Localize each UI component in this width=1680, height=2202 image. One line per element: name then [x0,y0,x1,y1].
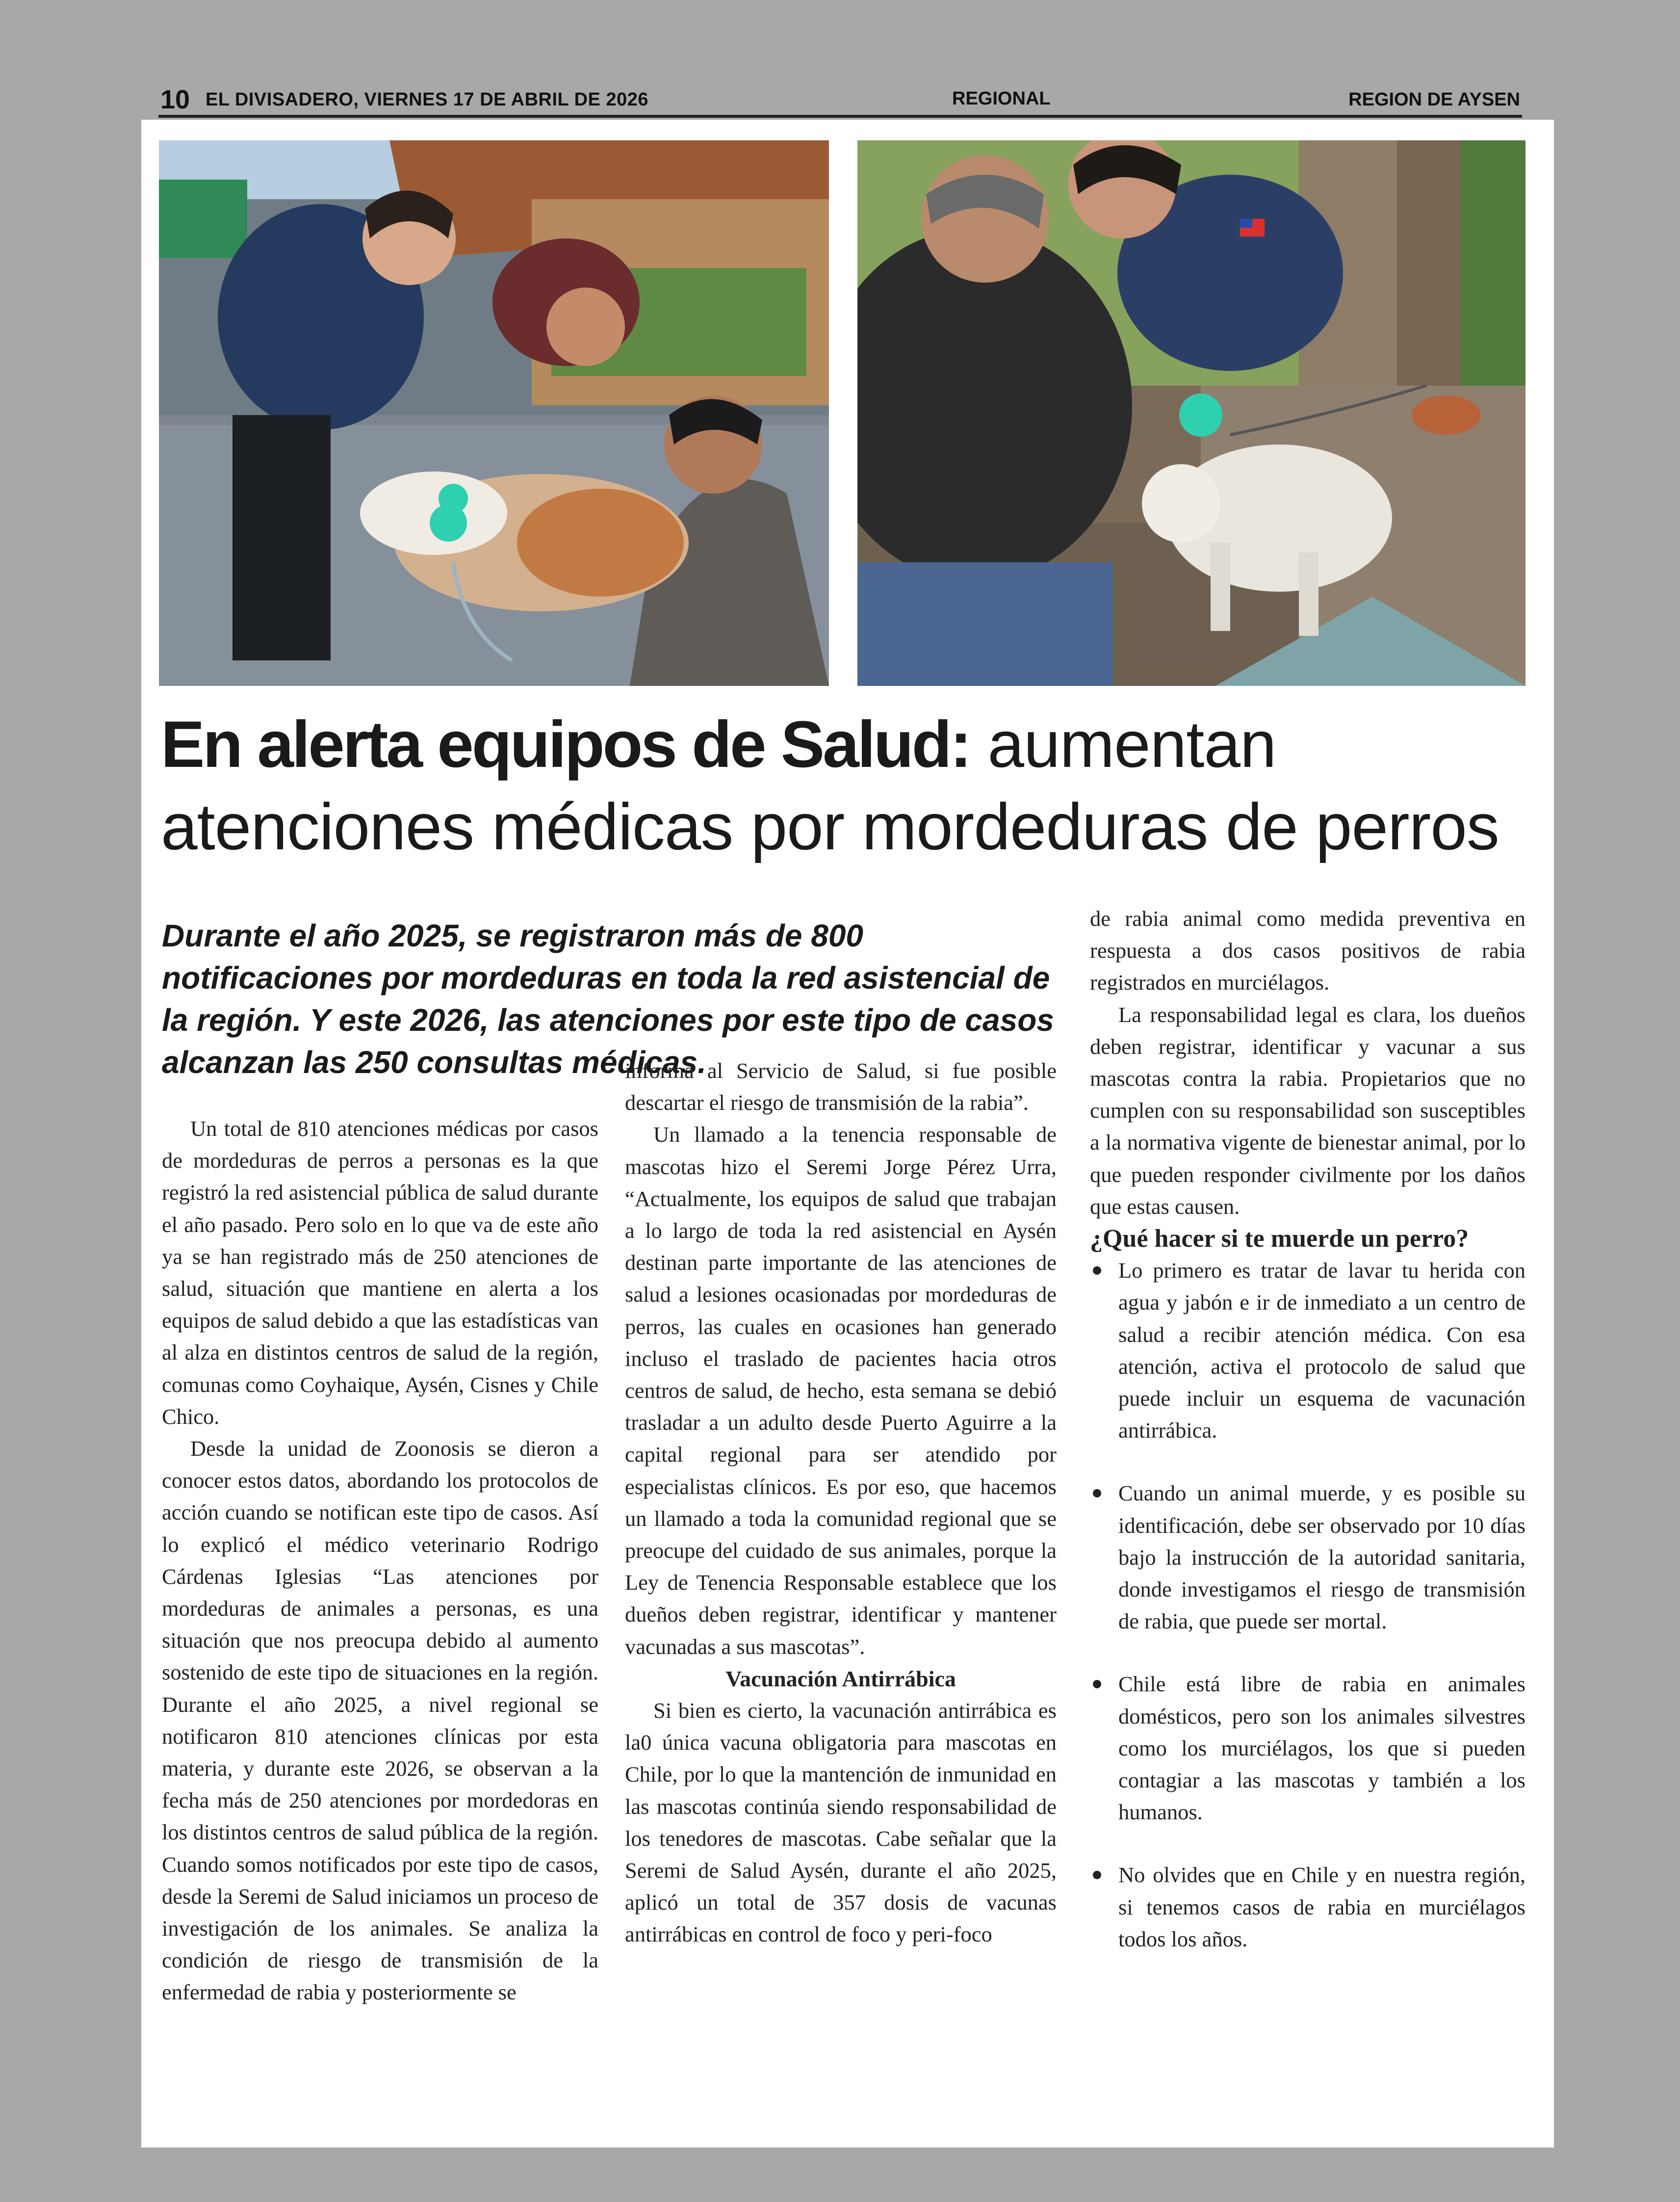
region-label: REGION DE AYSEN [1348,89,1520,110]
article-column-3 [1090,903,1525,1986]
list-item [1090,1859,1525,1955]
col2-paragraph-1: informa al Servicio de Salud, si fue posible descartar el riesgo de transmisión de la rabia”. [625,1058,1057,1115]
col1-paragraph-1: Un total de 810 atenciones médicas por casos de mordeduras de perros a personas es la que registró la red asistencial pública de salud durante el año pasado. Pero solo en lo que va de este año ya se han registrado más de 250 atenciones de salud, situación que mantiene en alerta a los equipos de salud debido a que las estadísticas van al alza en distintos centros de salud de la región, comunas como Coyhaique, Aysén, Cisnes y Chile Chico. [162,1116,598,1429]
section-label: REGIONAL [952,88,1051,109]
list-item [1090,1477,1525,1637]
bullet-text: Lo primero es tratar de lavar tu herida con agua y jabón e ir de inmediato a un centro de salud a recibir atención médica. Con esa atención, activa el protocolo de salud que puede incluir un esquema de vacunación antirrábica. [1118,1258,1525,1443]
photo-vet-examining-dog-indoors [159,140,829,686]
article-column-2 [625,1055,1057,1951]
page-number: 10 [160,85,190,114]
col2-paragraph-2: Un llamado a la tenencia responsable de mascotas hizo el Seremi Jorge Pérez Urra, “Actualmente, los equipos de salud que trabajan a lo largo de toda la red asistencial en Aysén destinan parte importante de las atenciones de salud a lesiones ocasionadas por mordeduras de perros, las cuales en ocasiones han generado incluso el traslado de pacientes hacia otros centros de salud, de hecho, esta semana se debió trasladar a un adulto desde Puerto Aguirre a la capital regional para ser atendido por especialistas clínicos. Es por eso, que hacemos un llamado a toda la comunidad regional que se preocupe del cuidado de sus animales, porque la Ley de Tenencia Responsable establece que los dueños deben registrar, identificar y mantener vacunadas a sus mascotas”. [625,1122,1057,1659]
page-header [158,84,1522,118]
headline [161,704,1534,868]
list-item [1090,1668,1525,1828]
bullet-icon [1093,1266,1101,1275]
col3-paragraph-2: La responsabilidad legal es clara, los dueños deben registrar, identificar y vacunar a sus mascotas contra la rabia. Propietarios que no cumplen con su responsabilidad son susceptibles a la normativa vigente de bienestar animal, por lo que pueden responder civilmente por los daños que estas causen. [1090,1002,1525,1219]
subhead-vaccination: Vacunación Antirrábica [725,1666,956,1691]
bullet-icon [1093,1680,1101,1688]
photo-left-image-icon [159,140,829,686]
bullet-icon [1093,1489,1101,1497]
col2-paragraph-3: Si bien es cierto, la vacunación antirrábica es la0 única vacuna obligatoria para mascotas en Chile, por lo que la mantención de inmunidad en las mascotas continúa siendo responsabilidad de los tenedores de mascotas. Cabe señalar que la Seremi de Salud Aysén, durante el año 2025, aplicó un total de 357 dosis de vacunas antirrábicas en control de foco y peri-foco [625,1698,1057,1947]
bullet-text: Chile está libre de rabia en animales domésticos, pero son los animales silvestres como los murciélagos, los que si pueden contagiar a las mascotas y también a los humanos. [1118,1672,1525,1825]
advice-list [1090,1255,1525,1955]
headline-bold: En alerta equipos de Salud: [161,708,970,781]
col1-paragraph-2: Desde la unidad de Zoonosis se dieron a conocer estos datos, abordando los protocolos de acción cuando se notifican este tipo de casos. Así lo explicó el médico veterinario Rodrigo Cárdenas Iglesias “Las atenciones por mordeduras de animales a personas, es una situación que nos preocupa debido al aumento sostenido de este tipo de situaciones en la región. Durante el año 2025, a nivel regional se notificaron 810 atenciones clínicas por esta materia, y durante este 2026, se observan a la fecha más de 250 atenciones por mordedoras en los distintos centros de salud pública de la región. Cuando somos notificados por este tipo de casos, desde la Seremi de Salud iniciamos un proceso de investigación de los animales. Se analiza la condición de riesgo de transmisión de la enfermedad de rabia y posteriormente se [162,1436,598,2005]
headline-rest: aumentan atenciones médicas por mordeduras de perros [161,708,1499,864]
photo-vet-examining-dog-outdoors [857,140,1525,686]
subhead-dog-bite: ¿Qué hacer si te muerde un perro? [1090,1225,1469,1253]
bullet-icon [1093,1871,1101,1879]
photo-right-image-icon [857,140,1525,686]
bullet-text: Cuando un animal muerde, y es posible su identificación, debe ser observado por 10 días bajo la instrucción de la autoridad sanitaria, donde investigamos el riesgo de transmisión de rabia, que puede ser mortal. [1118,1481,1525,1634]
article-column-1 [162,1113,598,2009]
lead-paragraph: Durante el año 2025, se registraron más de 800 notificaciones por mordeduras en toda la red asistencial de la región. Y este 2026, las atenciones por este tipo de casos alcanzan las 250 consultas médicas. [162,918,1054,1080]
dateline: EL DIVISADERO, VIERNES 17 DE ABRIL DE 2026 [206,89,649,110]
bullet-text: No olvides que en Chile y en nuestra región, si tenemos casos de rabia en murciélagos todos los años. [1118,1862,1525,1951]
list-item [1090,1255,1525,1446]
col3-paragraph-1: de rabia animal como medida preventiva en respuesta a dos casos positivos de rabia registrados en murciélagos. [1090,906,1525,995]
newspaper-page [141,120,1554,2148]
